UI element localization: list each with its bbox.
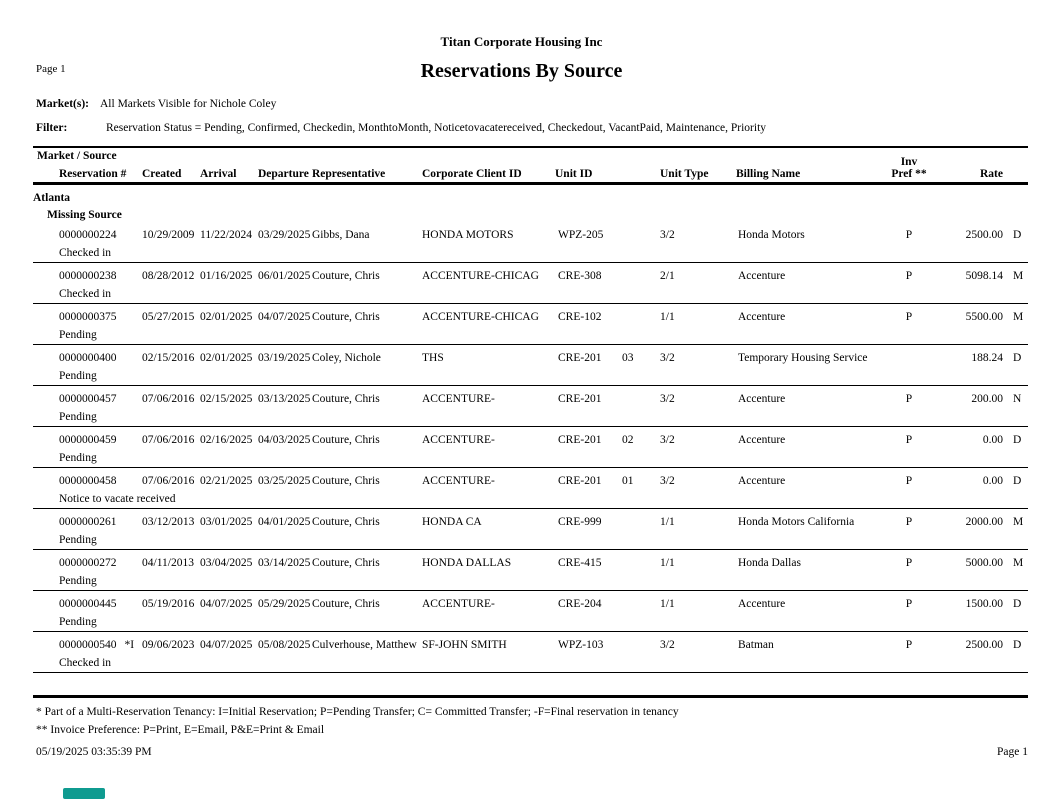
footnote-invoice-preference: ** Invoice Preference: P=Print, E=Email, P&E=Print & Email — [36, 724, 325, 736]
cell-status: Pending — [59, 411, 97, 423]
cell-rate: 0.00 — [982, 475, 1003, 487]
cell-unit-id: CRE-999 — [558, 516, 602, 528]
cell-unit-type: 3/2 — [660, 434, 675, 446]
cell-created: 03/12/2013 — [142, 516, 195, 528]
cell-departure: 04/07/2025 — [258, 311, 311, 323]
cell-corporate-client-id: THS — [422, 352, 444, 364]
cell-reservation-number: 0000000224 — [59, 229, 117, 241]
cell-reservation-number: 0000000261 — [59, 516, 117, 528]
cell-reservation-number: 0000000458 — [59, 475, 117, 487]
cell-arrival: 02/01/2025 — [200, 311, 253, 323]
column-header-arrival: Arrival — [200, 168, 237, 180]
cell-unit-type: 3/2 — [660, 393, 675, 405]
cell-rate: 2000.00 — [965, 516, 1003, 528]
cell-unit-sub: 02 — [622, 434, 634, 446]
column-header-reservation: Reservation # — [59, 168, 127, 180]
cell-representative: Couture, Chris — [312, 516, 380, 528]
cell-rate: 2500.00 — [965, 229, 1003, 241]
cell-arrival: 04/07/2025 — [200, 598, 253, 610]
report-footer — [33, 746, 1028, 759]
cell-inv-pref — [878, 352, 940, 365]
cell-unit-type: 1/1 — [660, 516, 675, 528]
cell-billing-name: Accenture — [738, 434, 786, 446]
page-number-top: Page 1 — [36, 63, 66, 75]
cell-unit-type: 2/1 — [660, 270, 675, 282]
cell-unit-id: WPZ-103 — [558, 639, 604, 651]
table-row — [33, 468, 1028, 509]
cell-corporate-client-id: ACCENTURE- — [422, 434, 495, 446]
cell-created: 07/06/2016 — [142, 434, 195, 446]
column-header-unit-type: Unit Type — [660, 168, 709, 180]
cell-rate: 5098.14 — [965, 270, 1003, 282]
cell-departure: 03/29/2025 — [258, 229, 311, 241]
cell-created: 02/15/2016 — [142, 352, 195, 364]
cell-corporate-client-id: SF-JOHN SMITH — [422, 639, 507, 651]
cell-inv-pref: P — [905, 598, 913, 610]
cell-billing-name: Accenture — [738, 270, 786, 282]
table-row — [33, 304, 1028, 345]
cell-arrival: 03/01/2025 — [200, 516, 253, 528]
cell-unit-sub — [620, 639, 658, 652]
cell-status: Pending — [59, 370, 97, 382]
cell-corporate-client-id: HONDA CA — [422, 516, 482, 528]
cell-departure: 04/01/2025 — [258, 516, 311, 528]
cell-billing-name: Honda Motors California — [738, 516, 855, 528]
table-row — [33, 386, 1028, 427]
cell-arrival: 03/04/2025 — [200, 557, 253, 569]
cell-corporate-client-id: HONDA MOTORS — [422, 229, 514, 241]
cell-inv-pref: P — [905, 434, 913, 446]
cell-representative: Couture, Chris — [312, 598, 380, 610]
cell-inv-pref: P — [905, 311, 913, 323]
cell-status: Checked in — [59, 247, 112, 259]
market-group-heading: Atlanta — [33, 192, 71, 204]
cell-unit-id: CRE-201 — [558, 475, 602, 487]
report-table — [33, 146, 1028, 759]
bottom-accent-bar — [63, 788, 105, 799]
cell-status: Pending — [59, 575, 97, 587]
table-row — [33, 263, 1028, 304]
cell-representative: Culverhouse, Matthew — [312, 639, 417, 651]
tenancy-flag: *I — [124, 639, 135, 651]
cell-arrival: 04/07/2025 — [200, 639, 253, 651]
cell-created: 05/27/2015 — [142, 311, 195, 323]
column-header-market-source: Market / Source Reservation # — [33, 148, 140, 182]
cell-rate-period: N — [1013, 393, 1022, 405]
cell-representative: Couture, Chris — [312, 270, 380, 282]
cell-status: Pending — [59, 329, 97, 341]
cell-representative: Couture, Chris — [312, 311, 380, 323]
cell-billing-name: Accenture — [738, 311, 786, 323]
cell-unit-sub — [620, 516, 658, 529]
cell-billing-name: Accenture — [738, 598, 786, 610]
cell-billing-name: Honda Dallas — [738, 557, 801, 569]
column-header-unit-id: Unit ID — [555, 168, 593, 180]
table-row — [33, 427, 1028, 468]
cell-reservation-number: 0000000459 — [59, 434, 117, 446]
cell-representative: Couture, Chris — [312, 475, 380, 487]
source-group-heading: Missing Source — [47, 209, 122, 221]
cell-corporate-client-id: ACCENTURE-CHICAG — [422, 311, 539, 323]
cell-departure: 03/13/2025 — [258, 393, 311, 405]
cell-billing-name: Accenture — [738, 475, 786, 487]
cell-representative: Couture, Chris — [312, 393, 380, 405]
cell-reservation-number: 0000000540 *I — [59, 639, 135, 651]
cell-inv-pref: P — [905, 516, 913, 528]
cell-representative: Couture, Chris — [312, 557, 380, 569]
cell-rate-period: D — [1013, 475, 1022, 487]
cell-status: Pending — [59, 534, 97, 546]
cell-unit-id: CRE-415 — [558, 557, 602, 569]
markets-row — [36, 98, 276, 110]
cell-unit-type: 3/2 — [660, 639, 675, 651]
cell-departure: 03/19/2025 — [258, 352, 311, 364]
report-title: Reservations By Source — [420, 60, 623, 82]
cell-created: 04/11/2013 — [142, 557, 194, 569]
cell-reservation-number: 0000000400 — [59, 352, 117, 364]
cell-unit-type: 1/1 — [660, 598, 675, 610]
cell-departure: 04/03/2025 — [258, 434, 311, 446]
cell-representative: Coley, Nichole — [312, 352, 381, 364]
generated-timestamp: 05/19/2025 03:35:39 PM — [36, 746, 152, 758]
cell-status: Pending — [59, 452, 97, 464]
cell-unit-id: CRE-308 — [558, 270, 602, 282]
cell-departure: 03/14/2025 — [258, 557, 311, 569]
cell-reservation-number: 0000000457 — [59, 393, 117, 405]
cell-unit-id: WPZ-205 — [558, 229, 604, 241]
cell-corporate-client-id: ACCENTURE- — [422, 475, 495, 487]
column-header-rate: Rate — [980, 168, 1003, 180]
cell-created: 05/19/2016 — [142, 598, 195, 610]
cell-unit-sub — [620, 598, 658, 611]
cell-unit-sub — [620, 270, 658, 283]
cell-arrival: 11/22/2024 — [200, 229, 252, 241]
cell-unit-sub — [620, 229, 658, 242]
table-row — [33, 509, 1028, 550]
cell-created: 07/06/2016 — [142, 393, 195, 405]
cell-departure: 05/08/2025 — [258, 639, 311, 651]
cell-created: 07/06/2016 — [142, 475, 195, 487]
cell-rate-period: D — [1013, 229, 1022, 241]
column-header-unit-sub — [620, 148, 658, 182]
cell-rate: 0.00 — [982, 434, 1003, 446]
cell-rate-period: D — [1013, 434, 1022, 446]
column-header-representative: Representative — [312, 168, 386, 180]
cell-status: Notice to vacate received — [59, 493, 176, 505]
markets-label: Market(s): — [36, 98, 90, 110]
cell-unit-sub: 03 — [622, 352, 634, 364]
cell-created: 09/06/2023 — [142, 639, 195, 651]
cell-unit-id: CRE-201 — [558, 434, 602, 446]
cell-billing-name: Honda Motors — [738, 229, 805, 241]
cell-unit-type: 1/1 — [660, 557, 675, 569]
cell-unit-type: 1/1 — [660, 311, 675, 323]
cell-status: Pending — [59, 616, 97, 628]
cell-rate: 5500.00 — [965, 311, 1003, 323]
cell-unit-id: CRE-204 — [558, 598, 602, 610]
filter-value: Reservation Status = Pending, Confirmed, Checkedin, MonthtoMonth, Noticetovacatereceived, Checkedout, VacantPaid, Maintenance, Priority — [106, 122, 767, 134]
cell-arrival: 02/01/2025 — [200, 352, 253, 364]
cell-rate-period: M — [1013, 557, 1024, 569]
cell-inv-pref: P — [905, 229, 913, 241]
filter-label: Filter: — [36, 122, 68, 134]
cell-inv-pref: P — [905, 270, 913, 282]
page-number-bottom: Page 1 — [997, 746, 1028, 758]
cell-inv-pref: P — [905, 393, 913, 405]
cell-billing-name: Accenture — [738, 393, 786, 405]
cell-rate-period: M — [1013, 516, 1024, 528]
cell-rate: 1500.00 — [965, 598, 1003, 610]
company-name: Titan Corporate Housing Inc — [440, 34, 603, 49]
footnote-tenancy: * Part of a Multi-Reservation Tenancy: I=Initial Reservation; P=Pending Transfer; C= Committed Transfer; -F=Final reservation in tenancy — [36, 706, 679, 718]
cell-corporate-client-id: HONDA DALLAS — [422, 557, 512, 569]
cell-departure: 06/01/2025 — [258, 270, 311, 282]
table-header-rule — [33, 182, 1028, 185]
table-body — [33, 222, 1028, 673]
column-header-rate-period — [1004, 148, 1028, 182]
column-header-created: Created — [142, 168, 182, 180]
table-header-row — [33, 148, 1028, 182]
cell-unit-type: 3/2 — [660, 229, 675, 241]
cell-billing-name: Temporary Housing Service — [738, 352, 868, 364]
cell-unit-id: CRE-201 — [558, 393, 602, 405]
table-row — [33, 632, 1028, 673]
table-end-rule — [33, 695, 1028, 698]
cell-created: 08/28/2012 — [142, 270, 195, 282]
table-row — [33, 550, 1028, 591]
cell-arrival: 02/15/2025 — [200, 393, 253, 405]
column-header-corporate-client-id: Corporate Client ID — [422, 168, 522, 180]
cell-inv-pref: P — [905, 475, 913, 487]
cell-rate-period: D — [1013, 352, 1022, 364]
cell-reservation-number: 0000000375 — [59, 311, 117, 323]
cell-billing-name: Batman — [738, 639, 774, 651]
cell-rate: 5000.00 — [965, 557, 1003, 569]
cell-rate-period: M — [1013, 270, 1024, 282]
cell-reservation-number: 0000000445 — [59, 598, 117, 610]
table-row — [33, 345, 1028, 386]
cell-rate: 188.24 — [971, 352, 1003, 364]
cell-unit-type: 3/2 — [660, 352, 675, 364]
cell-rate-period: M — [1013, 311, 1024, 323]
cell-corporate-client-id: ACCENTURE-CHICAG — [422, 270, 539, 282]
column-header-inv-pref: Inv Pref ** — [891, 156, 927, 180]
cell-created: 10/29/2009 — [142, 229, 195, 241]
cell-reservation-number: 0000000238 — [59, 270, 117, 282]
cell-reservation-number: 0000000272 — [59, 557, 117, 569]
markets-value: All Markets Visible for Nichole Coley — [100, 98, 277, 110]
cell-arrival: 02/16/2025 — [200, 434, 253, 446]
cell-unit-id: CRE-102 — [558, 311, 602, 323]
cell-unit-type: 3/2 — [660, 475, 675, 487]
cell-status: Checked in — [59, 288, 112, 300]
cell-departure: 05/29/2025 — [258, 598, 311, 610]
cell-unit-sub — [620, 311, 658, 324]
cell-corporate-client-id: ACCENTURE- — [422, 598, 495, 610]
cell-unit-sub — [620, 393, 658, 406]
cell-inv-pref: P — [905, 557, 913, 569]
cell-unit-id: CRE-201 — [558, 352, 602, 364]
column-header-departure: Departure — [258, 168, 309, 180]
cell-rate: 2500.00 — [965, 639, 1003, 651]
table-row — [33, 591, 1028, 632]
cell-rate: 200.00 — [971, 393, 1003, 405]
cell-representative: Gibbs, Dana — [312, 229, 370, 241]
cell-status: Checked in — [59, 657, 112, 669]
cell-unit-sub: 01 — [622, 475, 634, 487]
cell-arrival: 01/16/2025 — [200, 270, 253, 282]
cell-rate-period: D — [1013, 639, 1022, 651]
cell-corporate-client-id: ACCENTURE- — [422, 393, 495, 405]
cell-departure: 03/25/2025 — [258, 475, 311, 487]
cell-representative: Couture, Chris — [312, 434, 380, 446]
cell-arrival: 02/21/2025 — [200, 475, 253, 487]
column-header-billing-name: Billing Name — [736, 168, 801, 180]
cell-unit-sub — [620, 557, 658, 570]
cell-rate-period: D — [1013, 598, 1022, 610]
cell-inv-pref: P — [905, 639, 913, 651]
filter-row — [36, 122, 766, 134]
table-row — [33, 222, 1028, 263]
